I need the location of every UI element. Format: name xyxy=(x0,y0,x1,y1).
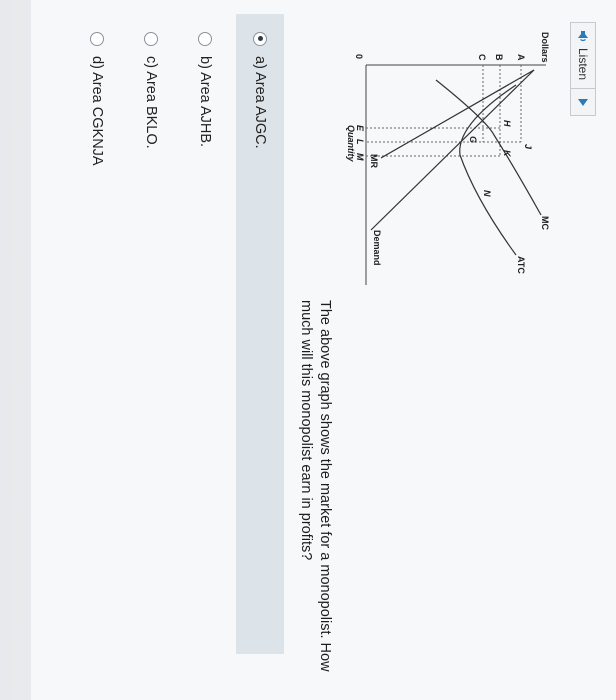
option-a-label: a) Area AJGC. xyxy=(252,56,268,149)
radio-option-c[interactable] xyxy=(144,32,158,46)
question-card xyxy=(31,0,616,700)
option-c-label: c) Area BKLO. xyxy=(143,56,159,149)
answer-options xyxy=(64,14,276,654)
option-a[interactable] xyxy=(236,14,284,654)
atc-label: ATC xyxy=(516,256,526,274)
price-label-c: C xyxy=(477,54,487,61)
atc-curve xyxy=(460,85,516,255)
quantity-label-e: E xyxy=(355,125,365,132)
listen-label: Listen xyxy=(576,48,590,81)
listen-button[interactable] xyxy=(570,22,596,89)
toolbar xyxy=(570,22,596,116)
speaker-icon xyxy=(577,31,589,43)
price-label-a: A xyxy=(516,54,526,61)
y-axis-title: Dollars xyxy=(540,32,550,63)
point-label-n: N xyxy=(482,190,492,197)
point-label-k: K xyxy=(502,150,512,157)
quantity-label-m: M xyxy=(355,153,365,161)
option-b[interactable] xyxy=(184,14,226,654)
question-text: The above graph shows the market for a monopolist. How much will this monopolist earn in profits? xyxy=(298,300,333,672)
origin-label: 0 xyxy=(354,54,364,60)
price-label-b: B xyxy=(494,54,504,61)
point-label-g: G xyxy=(468,136,478,144)
mc-label: MC xyxy=(540,216,550,230)
point-label-j: J xyxy=(523,144,533,150)
radio-option-b[interactable] xyxy=(198,32,212,46)
option-c[interactable] xyxy=(130,14,172,654)
play-icon xyxy=(578,99,588,106)
radio-option-a[interactable] xyxy=(253,32,267,46)
option-b-label: b) Area AJHB. xyxy=(197,56,213,148)
play-button[interactable] xyxy=(570,89,596,116)
x-axis-title: Quantity xyxy=(346,125,356,162)
demand-label: Demand xyxy=(372,230,382,266)
option-d[interactable] xyxy=(76,14,118,654)
monopoly-graph xyxy=(346,30,556,290)
radio-option-d[interactable] xyxy=(90,32,104,46)
option-d-label: d) Area CGKNJA xyxy=(89,56,105,166)
point-label-h: H xyxy=(502,120,512,127)
quantity-label-l: L xyxy=(355,139,365,145)
mr-label: MR xyxy=(369,154,379,168)
